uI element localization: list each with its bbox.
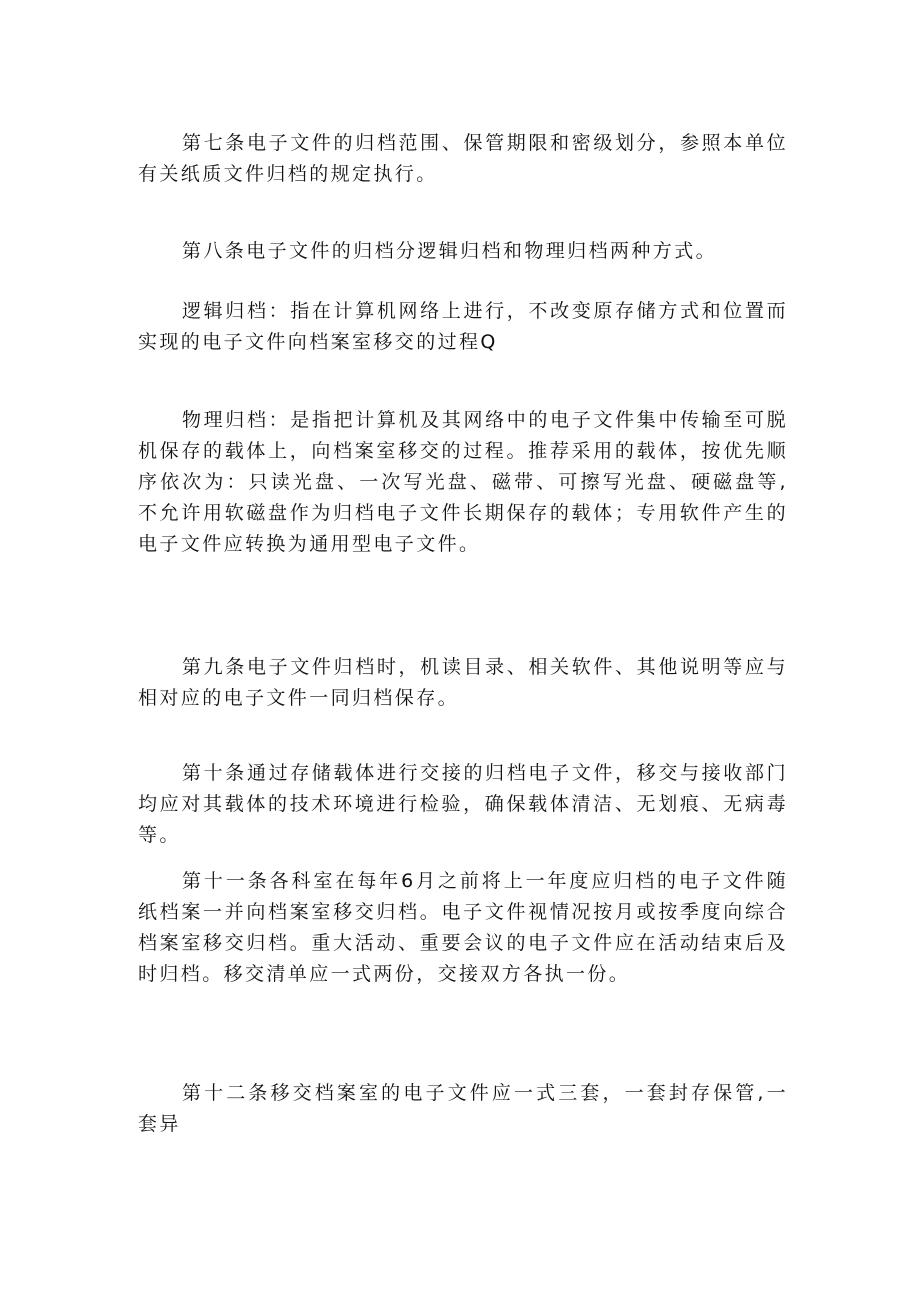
paragraph-article-8: 第八条电子文件的归档分逻辑归档和物理归档两种方式。 bbox=[182, 240, 718, 262]
paragraph-physical-archiving: 物理归档：是指把计算机及其网络中的电子文件集中传输至可脱机保存的载体上，向档案室移交的过程。推荐采用的载体，按优先顺序依次为：只读光盘、一次写光盘、磁带、可擦写光盘、硬磁盘等,不允许用软磁盘作为归档电子文件长期保存的载体；专用软件产生的电子文件应转换为通用型电子文件。 bbox=[138, 409, 788, 555]
paragraph-article-10: 第十条通过存储载体进行交接的归档电子文件，移交与接收部门均应对其载体的技术环境进行检验，确保载体清洁、无划痕、无病毒等。 bbox=[138, 762, 788, 846]
paragraph-logical-archiving: 逻辑归档：指在计算机网络上进行，不改变原存储方式和位置而实现的电子文件向档案室移交的过程Q bbox=[138, 300, 788, 353]
paragraph-article-11: 第十一条各科室在每年6月之前将上一年度应归档的电子文件随纸档案一并向档案室移交归档。电子文件视情况按月或按季度向综合档案室移交归档。重大活动、重要会议的电子文件应在活动结束后及时归档。移交清单应一式两份，交接双方各执一份。 bbox=[138, 870, 788, 985]
paragraph-article-7: 第七条电子文件的归档范围、保管期限和密级划分，参照本单位有关纸质文件归档的规定执行。 bbox=[138, 132, 788, 185]
paragraph-article-12: 第十二条移交档案室的电子文件应一式三套，一套封存保管,一套异 bbox=[138, 1082, 788, 1135]
paragraph-article-9: 第九条电子文件归档时，机读目录、相关软件、其他说明等应与相对应的电子文件一同归档保存。 bbox=[138, 656, 788, 709]
